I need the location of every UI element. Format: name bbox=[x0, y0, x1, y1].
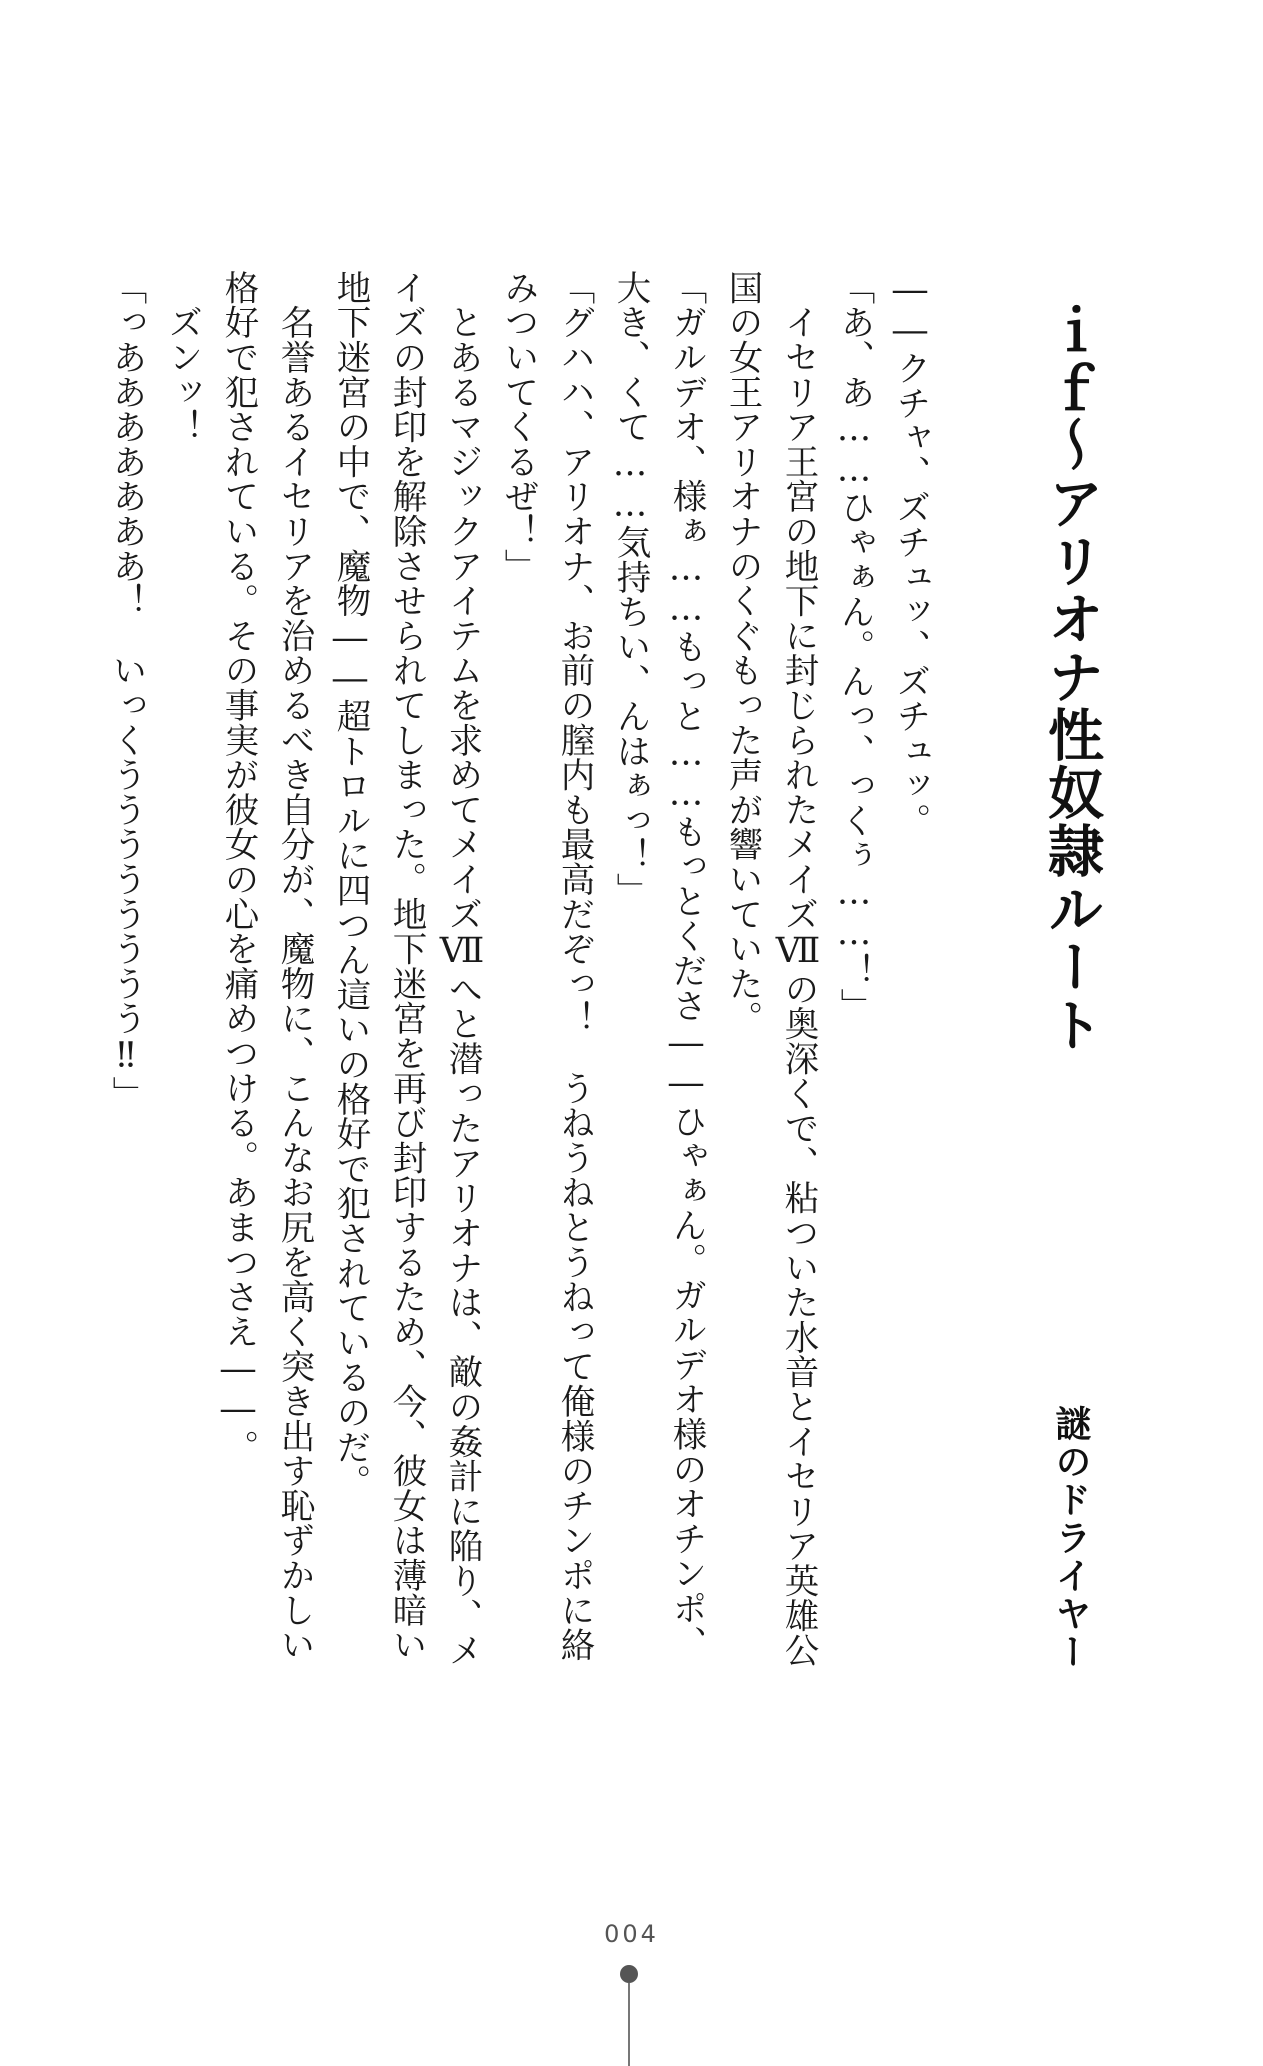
paragraph: とあるマジックアイテムを求めてメイズⅦへと潜ったアリオナは、敵の姦計に陥り、メイズの封印を解除させられてしまった。地下迷宮を再び封印するため、今、彼女は薄暗い地下迷宮の中で、魔物――超トロルに四つん這いの格好で犯されているのだ。 bbox=[330, 270, 482, 1668]
paragraph: 「グハハ、アリオナ、お前の膣内も最高だぞっ！ うねうねとうねって俺様のチンポに絡みついてくるぜ！」 bbox=[498, 270, 594, 1662]
paragraph: 「あ、あ……ひゃぁん。んっ、っくぅ……！」 bbox=[834, 270, 874, 1023]
page-marker-dot bbox=[620, 1965, 638, 1983]
chapter-title: ｉｆ～アリオナ性奴隷ルート bbox=[1039, 300, 1104, 1054]
paragraph: ――クチャ、ズチュッ、ズチュッ。 bbox=[890, 270, 930, 838]
author-name: 謎のドライヤー bbox=[1050, 1405, 1091, 1671]
paragraph: 名誉あるイセリアを治めるべき自分が、魔物に、こんなお尻を高く突き出す恥ずかしい格好で犯されている。その事実が彼女の心を痛めつける。あまつさえ――。 bbox=[218, 270, 314, 1662]
paragraph: 「っあああああああ！ いっくうううううううう‼」 bbox=[106, 270, 146, 1111]
paragraph: イセリア王宮の地下に封じられたメイズⅦの奥深くで、粘ついた水音とイセリア英雄公国の女王アリオナのくぐもった声が響いていた。 bbox=[722, 270, 818, 1668]
page-number: 004 bbox=[604, 1920, 659, 1948]
paragraph: 「ガルデオ、様ぁ……もっと……もっとくださ――ひゃぁん。ガルデオ様のオチンポ、大き、くて……気持ちい、んはぁっ！」 bbox=[610, 270, 706, 1661]
paragraph: ズンッ！ bbox=[162, 270, 202, 444]
body-text bbox=[106, 270, 938, 1690]
page-marker-line bbox=[628, 1983, 630, 2066]
